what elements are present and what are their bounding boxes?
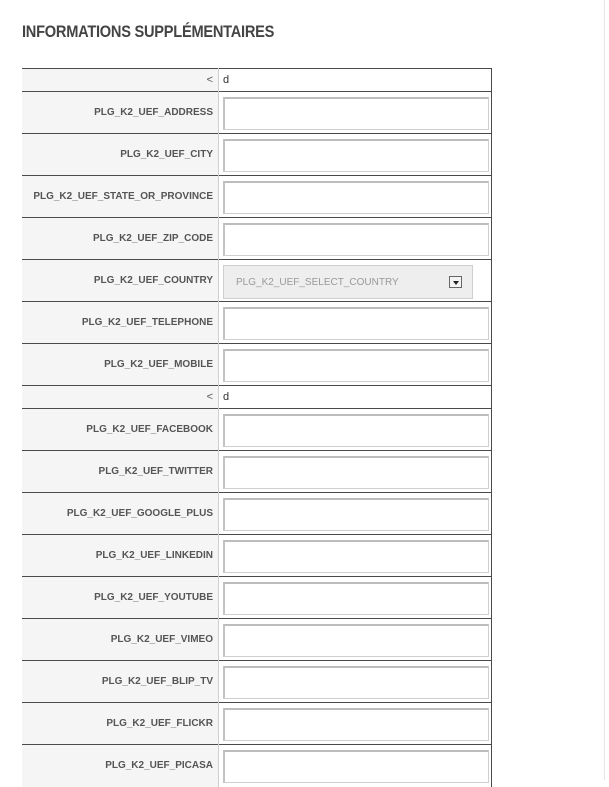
form-row-google-plus <box>22 493 492 535</box>
form-row-country <box>22 260 492 302</box>
form-row-city <box>22 134 492 176</box>
blip-tv-cell <box>219 661 492 703</box>
vimeo-label: PLG_K2_UEF_VIMEO <box>22 619 219 661</box>
form-row-blip-tv <box>22 661 492 703</box>
separator-label: < <box>22 69 219 92</box>
separator-value: d <box>219 386 492 409</box>
linkedin-cell <box>219 535 492 577</box>
form-row-vimeo <box>22 619 492 661</box>
telephone-cell <box>219 302 492 344</box>
select-value: PLG_K2_UEF_SELECT_COUNTRY <box>236 276 399 288</box>
page-edge-line <box>604 0 605 780</box>
mobile-cell <box>219 344 492 386</box>
picasa-cell <box>219 745 492 787</box>
flickr-input[interactable] <box>223 708 489 741</box>
youtube-input[interactable] <box>223 582 489 615</box>
section-separator-row <box>22 386 492 409</box>
separator-value: d <box>219 69 492 92</box>
youtube-cell <box>219 577 492 619</box>
picasa-input[interactable] <box>223 750 489 783</box>
twitter-label: PLG_K2_UEF_TWITTER <box>22 451 219 493</box>
telephone-label: PLG_K2_UEF_TELEPHONE <box>22 302 219 344</box>
telephone-input[interactable] <box>223 307 489 340</box>
state-or-province-label: PLG_K2_UEF_STATE_OR_PROVINCE <box>22 176 219 218</box>
address-label: PLG_K2_UEF_ADDRESS <box>22 92 219 134</box>
form-row-youtube <box>22 577 492 619</box>
vimeo-cell <box>219 619 492 661</box>
section-separator-row <box>22 69 492 92</box>
zip-code-label: PLG_K2_UEF_ZIP_CODE <box>22 218 219 260</box>
country-select[interactable] <box>223 265 473 299</box>
blip-tv-input[interactable] <box>223 666 489 699</box>
facebook-label: PLG_K2_UEF_FACEBOOK <box>22 409 219 451</box>
form-row-telephone <box>22 302 492 344</box>
twitter-input[interactable] <box>223 456 489 489</box>
google-plus-cell <box>219 493 492 535</box>
form-row-picasa <box>22 745 492 787</box>
youtube-label: PLG_K2_UEF_YOUTUBE <box>22 577 219 619</box>
facebook-input[interactable] <box>223 414 489 447</box>
mobile-input[interactable] <box>223 349 489 382</box>
google-plus-label: PLG_K2_UEF_GOOGLE_PLUS <box>22 493 219 535</box>
form-row-zip-code <box>22 218 492 260</box>
form-row-flickr <box>22 703 492 745</box>
linkedin-input[interactable] <box>223 540 489 573</box>
extra-info-form <box>22 68 492 787</box>
section-title: INFORMATIONS SUPPLÉMENTAIRES <box>22 22 275 41</box>
zip-code-input[interactable] <box>223 223 489 256</box>
blip-tv-label: PLG_K2_UEF_BLIP_TV <box>22 661 219 703</box>
picasa-label: PLG_K2_UEF_PICASA <box>22 745 219 787</box>
form-row-facebook <box>22 409 492 451</box>
vimeo-input[interactable] <box>223 624 489 657</box>
country-cell <box>219 260 492 302</box>
google-plus-input[interactable] <box>223 498 489 531</box>
form-row-state-or-province <box>22 176 492 218</box>
separator-label: < <box>22 386 219 409</box>
twitter-cell <box>219 451 492 493</box>
mobile-label: PLG_K2_UEF_MOBILE <box>22 344 219 386</box>
state-or-province-input[interactable] <box>223 181 489 214</box>
address-input[interactable] <box>223 97 489 130</box>
flickr-cell <box>219 703 492 745</box>
address-cell <box>219 92 492 134</box>
city-input[interactable] <box>223 139 489 172</box>
facebook-cell <box>219 409 492 451</box>
zip-code-cell <box>219 218 492 260</box>
form-row-mobile <box>22 344 492 386</box>
city-cell <box>219 134 492 176</box>
flickr-label: PLG_K2_UEF_FLICKR <box>22 703 219 745</box>
state-or-province-cell <box>219 176 492 218</box>
city-label: PLG_K2_UEF_CITY <box>22 134 219 176</box>
country-label: PLG_K2_UEF_COUNTRY <box>22 260 219 302</box>
form-row-linkedin <box>22 535 492 577</box>
form-row-twitter <box>22 451 492 493</box>
linkedin-label: PLG_K2_UEF_LINKEDIN <box>22 535 219 577</box>
form-row-address <box>22 92 492 134</box>
dropdown-arrow-icon[interactable] <box>449 276 462 288</box>
